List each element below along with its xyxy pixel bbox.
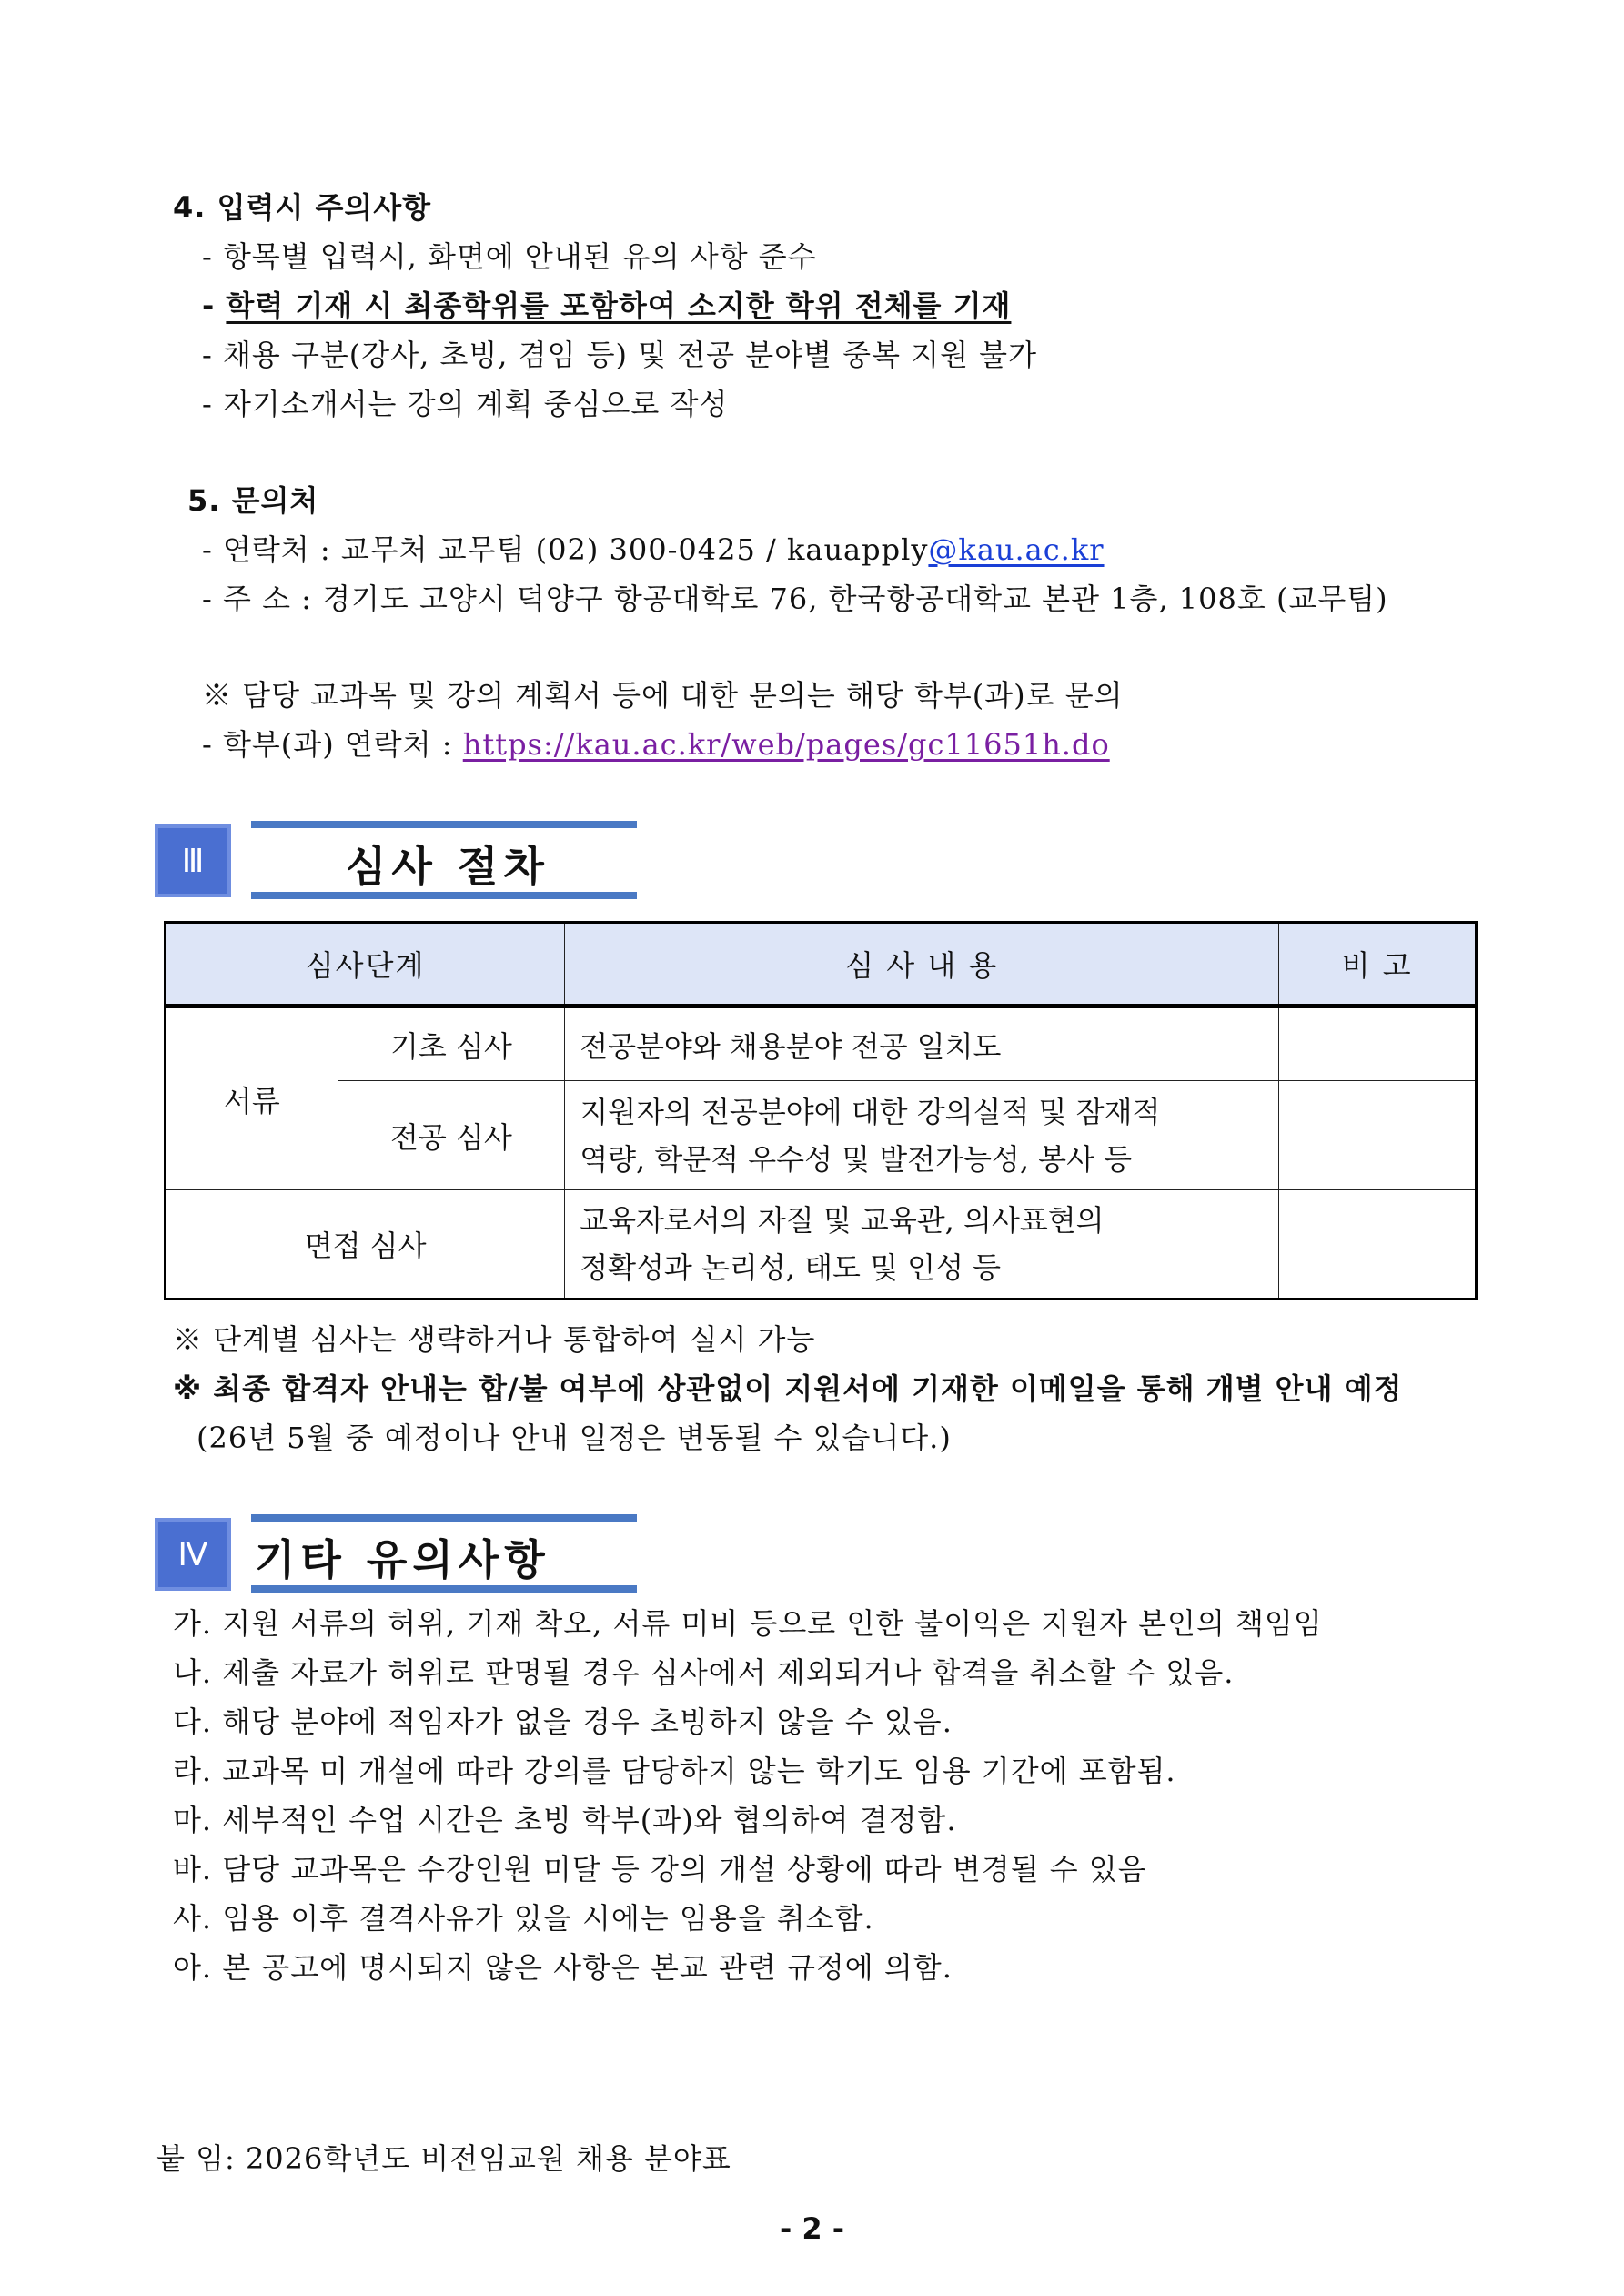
dept-contact-line: - 학부(과) 연락처 : https://kau.ac.kr/web/pages/gc11651h.do [202, 727, 1110, 762]
table-row [166, 1190, 1477, 1300]
dept-url-link[interactable]: https://kau.ac.kr/web/pages/gc11651h.do [462, 727, 1110, 762]
section4-item-2-underlined: 학력 기재 시 최종학위를 포함하여 소지한 학위 전체를 기재 [226, 288, 1012, 323]
note-major [1279, 1081, 1477, 1190]
notice-item-1: 가. 지원 서류의 허위, 기재 착오, 서류 미비 등으로 인한 불이익은 지원자 본인의 책임임 [173, 1606, 1323, 1641]
contact-email-link[interactable]: @kau.ac.kr [928, 532, 1105, 567]
section4-heading: 4. 입력시 주의사항 [173, 190, 432, 225]
content-major: 지원자의 전공분야에 대한 강의실적 및 잠재적 역량, 학문적 우수성 및 발전가능성, 봉사 등 [565, 1081, 1279, 1190]
section4-item-4: - 자기소개서는 강의 계획 중심으로 작성 [202, 387, 729, 421]
header-note: 비 고 [1279, 923, 1477, 1006]
section3-title: 심사 절차 [346, 842, 550, 891]
review-note-1: ※ 단계별 심사는 생략하거나 통합하여 실시 가능 [173, 1322, 816, 1357]
table-row [166, 1081, 1477, 1190]
group-documents: 서류 [166, 1006, 338, 1190]
section4-item-2: - 학력 기재 시 최종학위를 포함하여 소지한 학위 전체를 기재 [202, 288, 1012, 323]
notice-item-7: 사. 임용 이후 결격사유가 있을 시에는 임용을 취소함. [173, 1901, 874, 1936]
inquiry-note: ※ 담당 교과목 및 강의 계획서 등에 대한 문의는 해당 학부(과)로 문의 [202, 678, 1124, 713]
review-note-2: ※ 최종 합격자 안내는 합/불 여부에 상관없이 지원서에 기재한 이메일을 통해 개별 안내 예정 [173, 1371, 1403, 1406]
section4b-number: Ⅳ [155, 1518, 231, 1591]
attachment-line: 붙 임: 2026학년도 비전임교원 채용 분야표 [156, 2141, 731, 2176]
note-interview [1279, 1190, 1477, 1300]
review-note-3: (26년 5월 중 예정이나 안내 일정은 변동될 수 있습니다.) [197, 1421, 952, 1455]
content-basic: 전공분야와 채용분야 전공 일치도 [565, 1006, 1279, 1081]
stage-basic: 기초 심사 [338, 1006, 565, 1081]
header-stage: 심사단계 [166, 923, 565, 1006]
stage-interview: 면접 심사 [166, 1190, 565, 1300]
review-procedure-table [164, 921, 1478, 1300]
stage-major: 전공 심사 [338, 1081, 565, 1190]
section3-top-bar [251, 821, 637, 828]
content-interview: 교육자로서의 자질 및 교육관, 의사표현의 정확성과 논리성, 태도 및 인성 등 [565, 1190, 1279, 1300]
address-line: - 주 소 : 경기도 고양시 덕양구 항공대학로 76, 한국항공대학교 본관 1층, 108호 (교무팀) [202, 582, 1388, 616]
note-basic [1279, 1006, 1477, 1081]
notice-item-4: 라. 교과목 미 개설에 따라 강의를 담당하지 않는 학기도 임용 기간에 포함됨. [173, 1754, 1176, 1788]
table-row [166, 1006, 1477, 1081]
notice-item-3: 다. 해당 분야에 적임자가 없을 경우 초빙하지 않을 수 있음. [173, 1704, 953, 1739]
page-number: - 2 - [779, 2211, 845, 2246]
section5-heading: 5. 문의처 [187, 483, 319, 518]
contact-line: - 연락처 : 교무처 교무팀 (02) 300-0425 / kauapply@kau.ac.kr [202, 532, 1105, 567]
section4-item-3: - 채용 구분(강사, 초빙, 겸임 등) 및 전공 분야별 중복 지원 불가 [202, 338, 1037, 372]
notice-item-5: 마. 세부적인 수업 시간은 초빙 학부(과)와 협의하여 결정함. [173, 1803, 957, 1837]
section4-item-1: - 항목별 입력시, 화면에 안내된 유의 사항 준수 [202, 239, 817, 274]
section4b-title: 기타 유의사항 [255, 1535, 550, 1584]
header-content: 심 사 내 용 [565, 923, 1279, 1006]
notice-item-2: 나. 제출 자료가 허위로 판명될 경우 심사에서 제외되거나 합격을 취소할 수 있음. [173, 1655, 1235, 1690]
notice-item-6: 바. 담당 교과목은 수강인원 미달 등 강의 개설 상황에 따라 변경될 수 있음 [173, 1852, 1147, 1886]
section3-number: Ⅲ [155, 824, 231, 897]
section4b-top-bar [251, 1514, 637, 1522]
notice-item-8: 아. 본 공고에 명시되지 않은 사항은 본교 관련 규정에 의함. [173, 1950, 953, 1985]
